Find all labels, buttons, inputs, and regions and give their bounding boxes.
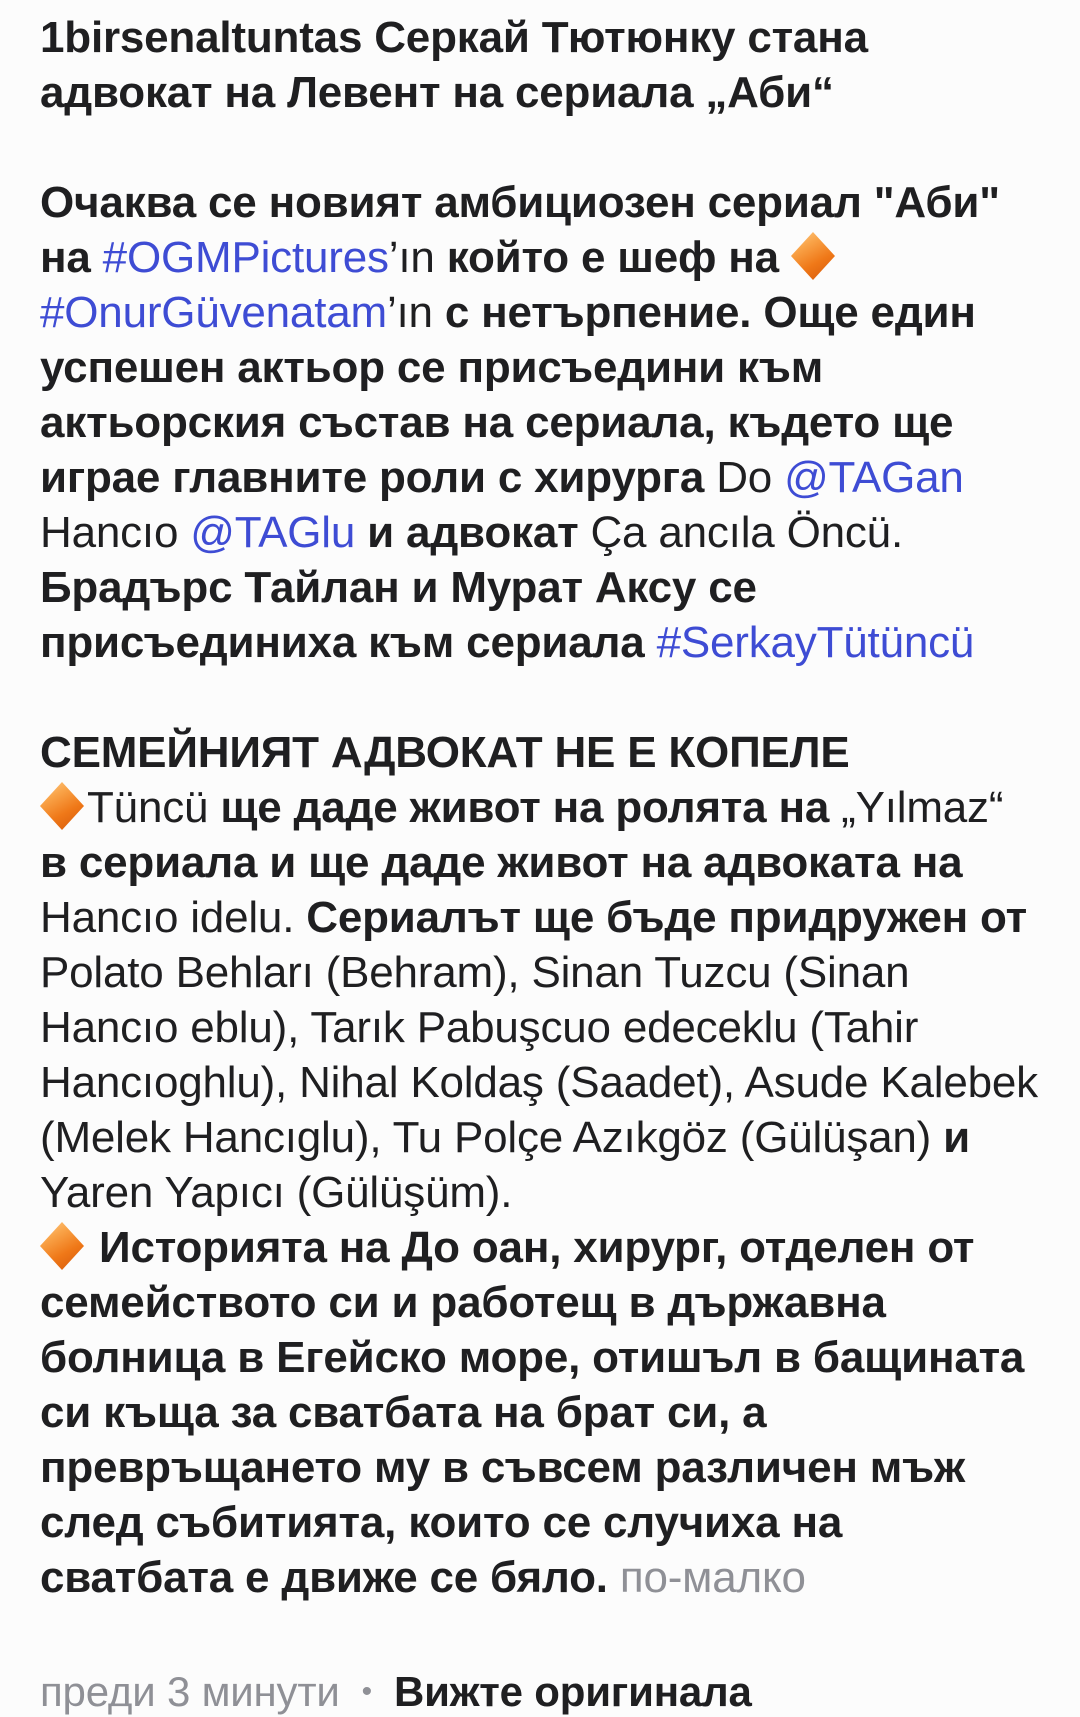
orange-diamond-icon (40, 782, 84, 830)
body-text: ще даде живот на ролята на (220, 783, 842, 832)
mention-link-taglu[interactable]: @TAGlu (190, 508, 356, 557)
heading-text: СЕМЕЙНИЯТ АДВОКАТ НЕ Е КОПЕЛЕ (40, 728, 850, 777)
body-text: Ça ancıla Öncü. (590, 508, 903, 557)
body-text: в сериала и ще даде живот на адвоката на (40, 838, 963, 887)
body-text: Yaren Yapıcı (Gülüşüm). (40, 1168, 513, 1217)
body-text: Do (716, 453, 785, 502)
body-text: ’ın (388, 233, 447, 282)
body-text: Polato Behları (Behram), Sinan Tuzcu (Sinan Hancıo eblu), Tarık Pabuşcuo edeceklu (Tahir Hancıoghlu), Nihal Koldaş (Saadet), Asude Kalebek (Melek Hancıglu), Tu Polçe Azıkgöz (Gülüşan) (40, 948, 1038, 1162)
post-meta-row (40, 1667, 1040, 1717)
body-text: „Yılmaz“ (841, 783, 1004, 832)
body-text: който е шеф на (446, 233, 791, 282)
body-text: и адвокат (355, 508, 591, 557)
mention-link-tagan[interactable]: @TAGan (784, 453, 964, 502)
orange-diamond-icon (791, 232, 835, 280)
show-less-link[interactable]: по-малко (619, 1553, 806, 1602)
caption-title-paragraph (40, 10, 1040, 120)
hashtag-link-onurguvenatam[interactable]: #OnurGüvenatam (40, 288, 387, 337)
see-original-link[interactable]: Вижте оригинала (393, 1668, 752, 1715)
timestamp: преди 3 минути (40, 1668, 340, 1715)
caption-heading-paragraph (40, 725, 1040, 780)
body-text: Сериалът ще бъде придружен от (306, 893, 1027, 942)
body-text: Очаква се новият амбициозен сериал "Аби" на (40, 178, 1000, 282)
hashtag-link-serkaytutuncu[interactable]: #SerkayTütüncü (656, 618, 975, 667)
caption-cast-paragraph (40, 780, 1040, 1220)
caption-body-paragraph (40, 175, 1040, 670)
hashtag-link-ogmpictures[interactable]: #OGMPictures (102, 233, 389, 282)
translated-post-caption-view (40, 10, 1040, 1717)
body-text: Tüncü (87, 783, 221, 832)
body-text: Историята на До оан, хирург, отделен от семейството си и работещ в държавна болница в Егейско море, отишъл в бащината си къща за сватбата на брат си, а превръщането му в съвсем различен мъж след събитията, които се случиха на сватбата е движе се бяло. (40, 1223, 1025, 1602)
body-text: с нетърпение. Още един успешен актьор се присъедини към актьорския състав на сериала, където ще играе главните роли с хирурга (40, 288, 976, 502)
body-text: и (943, 1113, 971, 1162)
dot-separator-icon: • (361, 1675, 372, 1708)
orange-diamond-icon (40, 1222, 84, 1270)
caption-story-paragraph (40, 1220, 1040, 1605)
username-and-title-text: 1birsenaltuntas Серкай Тютюнку стана адвокат на Левент на сериала „Аби“ (40, 13, 868, 117)
post-caption (40, 10, 1040, 1605)
body-text: Hancıo (40, 508, 191, 557)
body-text: Hancıo idelu. (40, 893, 307, 942)
body-text: ’ın (386, 288, 445, 337)
body-text: Брадърс Тайлан и Мурат Аксу се присъединиха към сериала (40, 563, 757, 667)
